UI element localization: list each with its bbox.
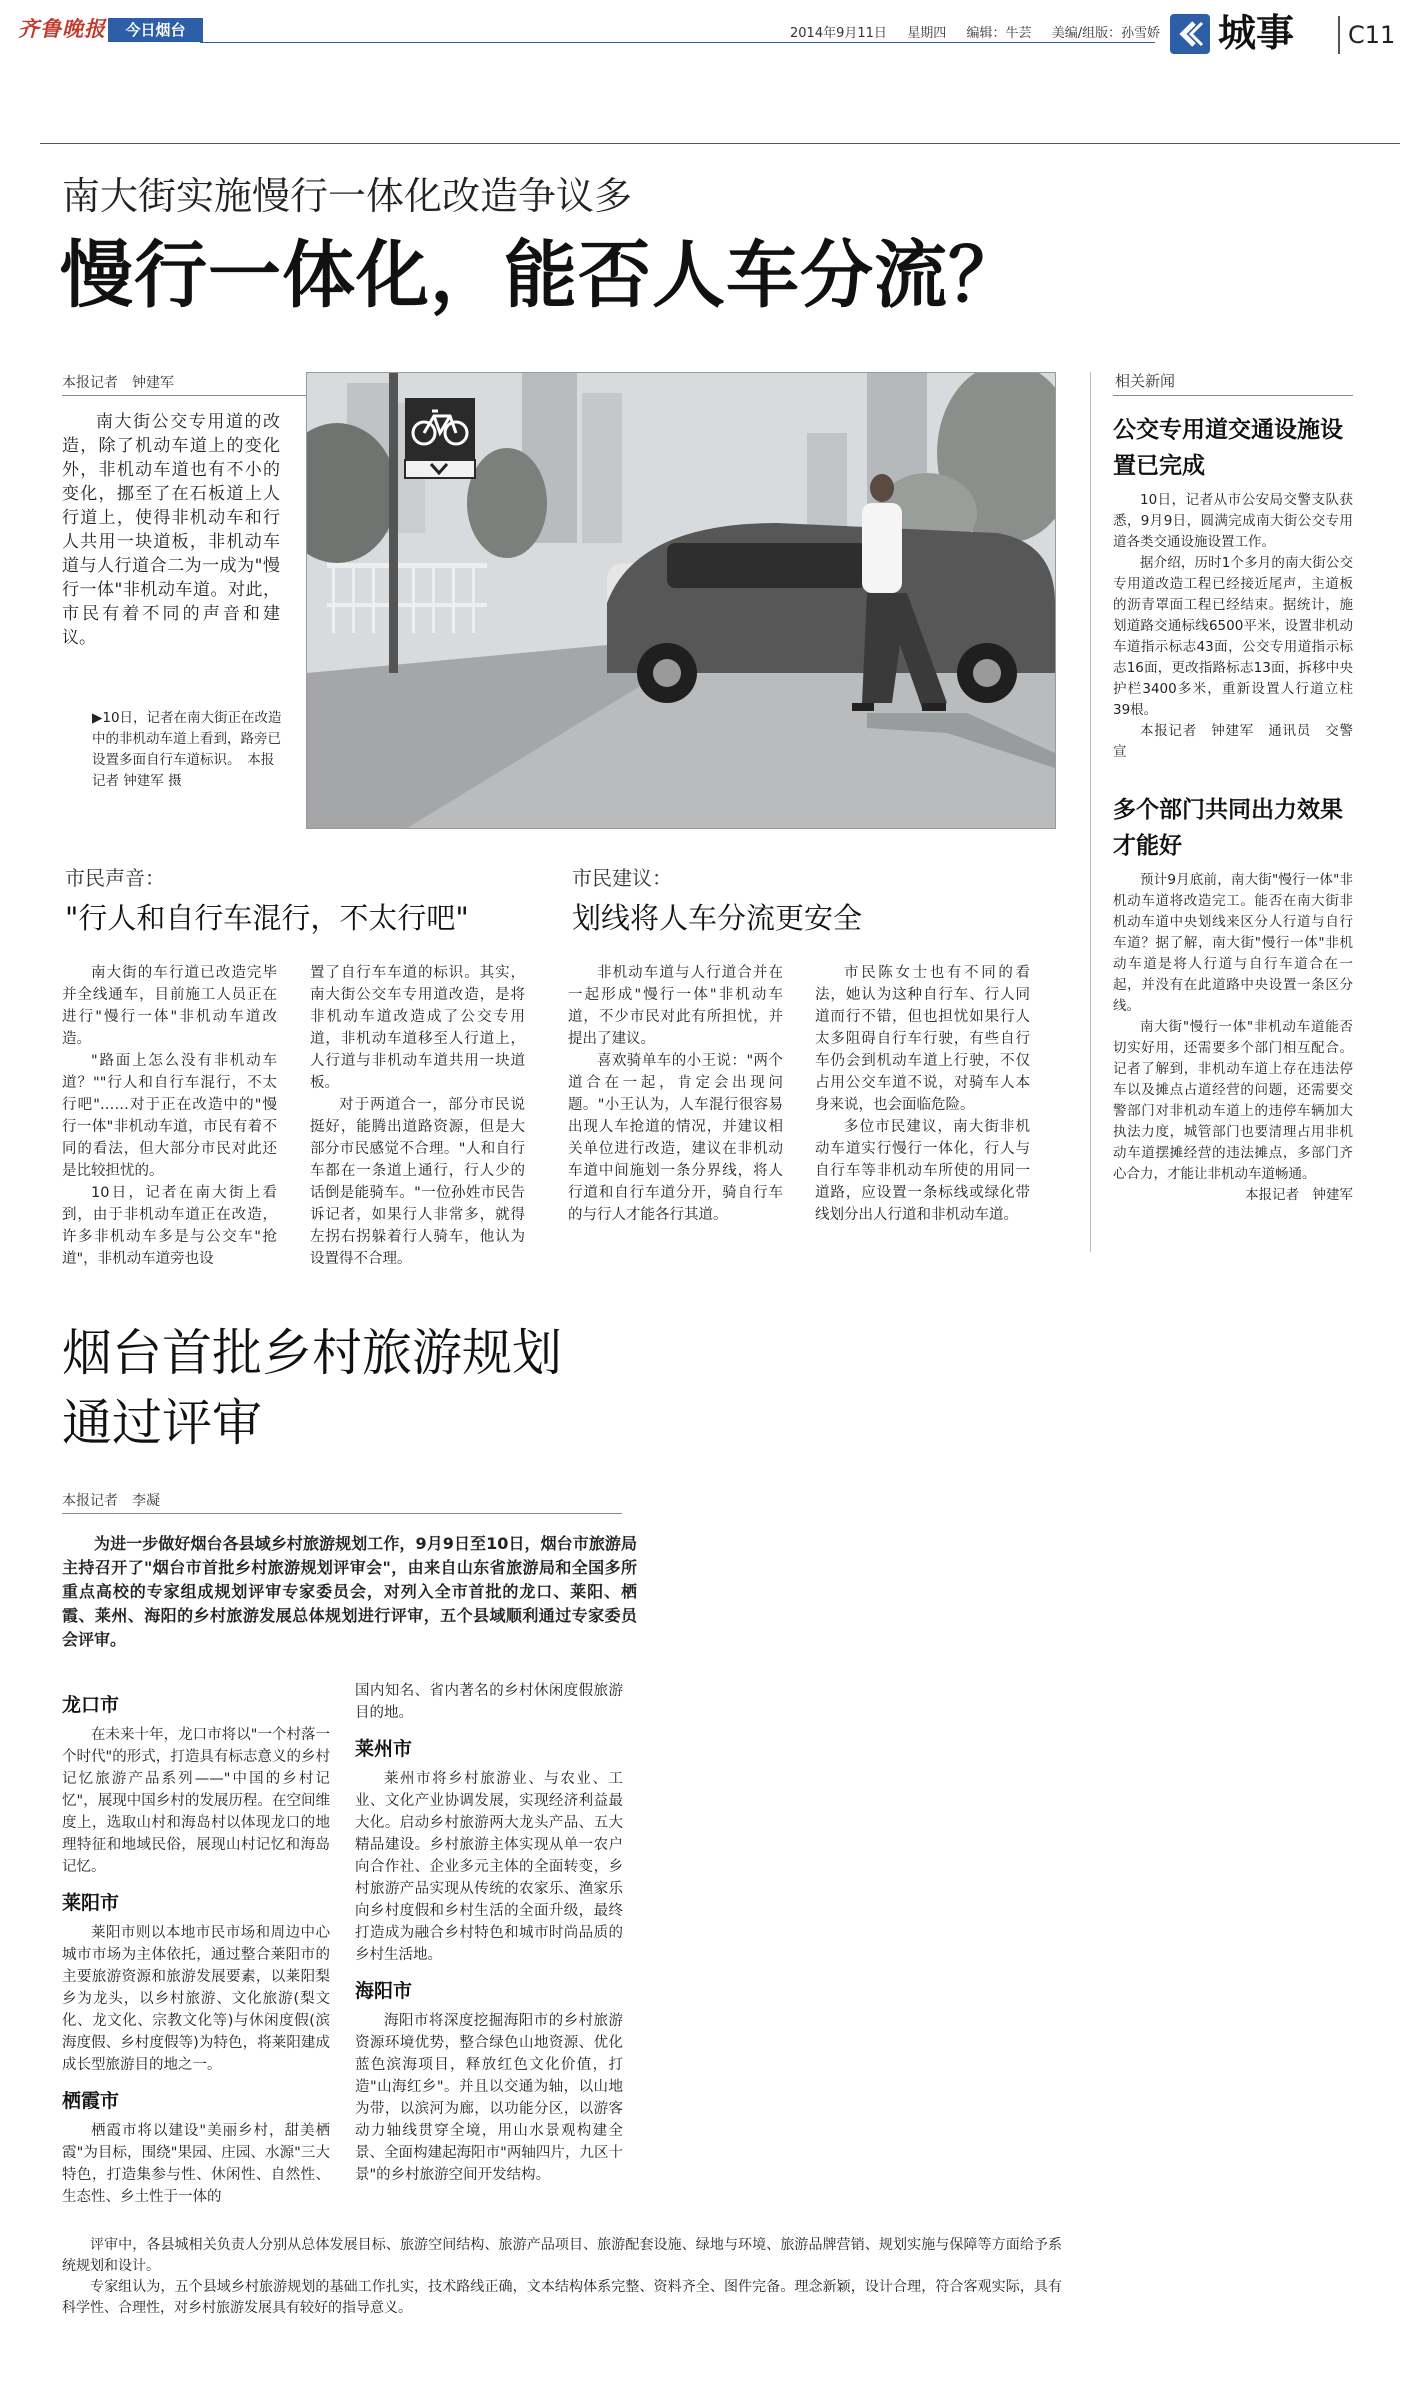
story2-byline: 本报记者 李凝: [62, 1493, 160, 1509]
story2-lead: [62, 1532, 637, 1652]
arrow-down-icon: [427, 461, 451, 477]
sidebar-item2-para: 南大街"慢行一体"非机动车道能否切实好用，还需要多个部门相互配合。记者了解到，非机动车道上存在违法停车以及摊点占道经营的问题，还需要交警部门对非机动车道上的违停车辆加大执法力度，城管部门也要清理占用非机动车道摆摊经营的违法摊点，多部门齐心合力，才能让非机动车道畅通。: [1113, 1019, 1353, 1182]
story1-lead-text: 南大街公交专用道的改造，除了机动车道上的变化外，非机动车道也有不小的变化，挪至了在石板道上人行道上，使得非机动车和行人共用一块道板，非机动车道与人行道合二为一成为"慢行一体"非机动车道。对此，市民有着不同的声音和建议。: [62, 412, 280, 648]
issue-weekday: 星期四: [907, 26, 947, 41]
story1-headline: [60, 226, 1300, 326]
edition-tag: [108, 18, 203, 42]
county-heading: 海阳市: [355, 1980, 413, 2002]
story2-col1: [62, 1680, 330, 2208]
street-photo: [306, 372, 1056, 829]
paper-name: 齐鲁晚报: [18, 16, 106, 41]
story1-byline: 本报记者 钟建军: [62, 375, 174, 391]
masthead: [0, 0, 1417, 80]
story1-byline-rule: [62, 395, 310, 396]
photo-caption: [92, 708, 284, 792]
sidebar-item1-body: [1113, 490, 1353, 763]
voice-col2: [310, 962, 525, 1270]
voice-para: 南大街的车行道已改造完毕并全线通车，目前施工人员正在进行"慢行一体"非机动车道改造。: [62, 965, 277, 1047]
story2-headline-line2: 通过评审: [62, 1394, 262, 1452]
suggest-title: 划线将人车分流更安全: [572, 901, 863, 935]
sidebar-item1-para: 10日，记者从市公安局交警支队获悉，9月9日，圆满完成南大街公交专用道各类交通设施设置工作。: [1113, 492, 1353, 550]
section-divider: [1338, 16, 1340, 54]
page-number: [1348, 20, 1408, 50]
suggest-col2: [815, 962, 1030, 1226]
suggest-para: 市民陈女士也有不同的看法，她认为这种自行车、行人同道而行不错，但也担忧如果行人太多阻碍自行车行驶，有些自行车仍会到机动车道上行驶，不仅占用公交车道不说，对骑车人本身来说，也会面临危险。: [815, 965, 1030, 1113]
sidebar-item1-byline: 本报记者 钟建军 通讯员 交警宣: [1113, 723, 1353, 760]
county-paragraph: 莱阳市则以本地市民市场和周边中心城市市场为主体依托，通过整合莱阳市的主要旅游资源和旅游发展要素，以莱阳梨乡为龙头，以乡村旅游、文化旅游(梨文化、龙文化、宗教文化等)与休闲度假(滨海度假、乡村度假等)为特色，将莱阳建成成长型旅游目的地之一。: [62, 1925, 330, 2073]
sidebar-item1-title: 公交专用道交通设施设置已完成: [1113, 417, 1343, 479]
story2-lead-text: 为进一步做好烟台各县域乡村旅游规划工作，9月9日至10日，烟台市旅游局主持召开了"烟台市首批乡村旅游规划评审会"，由来自山东省旅游局和全国多所重点高校的专家组成规划评审专家委员会，对列入全市首批的龙口、莱阳、栖霞、莱州、海阳的乡村旅游发展总体规划进行评审，五个县域顺利通过专家委员会评审。: [62, 1534, 637, 1649]
sidebar-item2-para: 预计9月底前，南大街"慢行一体"非机动车道将改造完工。能否在南大街非机动车道中央划线来区分人行道与自行车道？据了解，南大街"慢行一体"非机动车道是将人行道与自行车道合在一起，并没有在此道路中央设置一条区分线。: [1113, 872, 1353, 1014]
story2-closing-para: 专家组认为，五个县域乡村旅游规划的基础工作扎实，技术路线正确，文本结构体系完整、资料齐全、图件完备。理念新颖，设计合理，符合客观实际，具有科学性、合理性，对乡村旅游发展具有较好的指导意义。: [62, 2279, 1062, 2316]
page-label: C11: [1348, 21, 1396, 49]
masthead-meta: [790, 22, 1160, 42]
story1-kicker: [62, 172, 962, 220]
story2-closing-para: 评审中，各县城相关负责人分别从总体发展目标、旅游空间结构、旅游产品项目、旅游配套设施、绿地与环境、旅游品牌营销、规划实施与保障等方面给予系统规划和设计。: [62, 2237, 1062, 2274]
county-heading: 莱阳市: [62, 1892, 120, 1914]
story1-kicker-text: 南大街实施慢行一体化改造争议多: [62, 174, 633, 218]
section-name: [1218, 8, 1318, 58]
story2-headline: [62, 1318, 762, 1458]
voice-para: 对于两道合一，部分市民说挺好，能腾出道路资源，但是大部分市民感觉不合理。"人和自行车都在一条道上通行，行人少的话倒是能骑车。"一位孙姓市民告诉记者，如果行人非常多，就得左拐右拐躲着行人骑车，他认为设置得不合理。: [310, 1097, 525, 1267]
paper-logo: [18, 12, 110, 46]
county-heading: 莱州市: [355, 1738, 413, 1760]
voice-para: 10日，记者在南大街上看到，由于非机动车道正在改造，许多非机动车多是与公交车"抢道"，非机动车道旁也设: [62, 1185, 277, 1267]
voice-title: "行人和自行车混行，不太行吧": [65, 901, 469, 935]
voice-kicker: 市民声音：: [65, 866, 165, 890]
section-label: 城事: [1218, 11, 1295, 55]
story2-byline-rule: [62, 1513, 622, 1514]
sidebar-item2-byline: 本报记者 钟建军: [1245, 1187, 1353, 1203]
county-paragraph: 海阳市将深度挖掘海阳市的乡村旅游资源环境优势，整合绿色山地资源、优化蓝色滨海项目，释放红色文化价值，打造"山海红乡"。并且以交通为轴，以山地为带，以滨河为廊，以功能分区，以游客动力轴线贯穿全境，用山水景观构建全景、全面构建起海阳市"两轴四片，九区十景"的乡村旅游空间开发结构。: [355, 2013, 623, 2183]
editor-credit: 编辑：牛芸: [966, 26, 1032, 41]
edition-label: 今日烟台: [125, 21, 186, 39]
county-heading: 栖霞市: [62, 2090, 120, 2112]
bicycle-icon: [407, 401, 473, 457]
story2-col2: [355, 1680, 623, 2186]
sidebar-item2-title: 多个部门共同出力效果才能好: [1113, 797, 1343, 859]
suggest-para: 多位市民建议，南大街非机动车道实行慢行一体化，行人与自行车等非机动车所使的用同一道路，应设置一条标线或绿化带线划分出人行道和非机动车道。: [815, 1119, 1030, 1223]
suggest-para: 喜欢骑单车的小王说："两个道合在一起，肯定会出现问题。"小王认为，人车混行很容易出现人车抢道的情况，并建议相关单位进行改造，建议在非机动车道中间施划一条分界线，将人行道和自行车道分开，骑自行车的与行人才能各行其道。: [568, 1053, 783, 1223]
story2-headline-line1: 烟台首批乡村旅游规划: [62, 1324, 562, 1382]
story1-headline-text: 慢行一体化，能否人车分流？: [60, 233, 1022, 318]
sidebar-item1-para: 据介绍，历时1个多月的南大街公交专用道改造工程已经接近尾声，主道板的沥青罩面工程已经结束。据统计，施划道路交通标线6500平米，设置非机动车道指示标志43面，公交专用道指示标志16面，更改指路标志13面，拆移中央护栏3400多米，重新设置人行道立柱39根。: [1113, 555, 1353, 718]
chevron-left-icon: [1170, 14, 1210, 54]
sidebar-tag-rule: [1113, 395, 1353, 396]
county-paragraph: 国内知名、省内著名的乡村休闲度假旅游目的地。: [355, 1683, 623, 1721]
suggest-col1: [568, 962, 783, 1226]
suggest-kicker: 市民建议：: [572, 866, 672, 890]
photo-caption-text: ▶10日，记者在南大街正在改造中的非机动车道上看到，路旁已设置多面自行车道标识。 本报记者 钟建军 摄: [92, 710, 282, 789]
county-paragraph: 在未来十年，龙口市将以"一个村落一个时代"的形式，打造具有标志意义的乡村记忆旅游产品系列——"中国的乡村记忆"，展现中国乡村的发展历程。在空间维度上，选取山村和海岛村以体现龙口的地理特征和地域民俗，展现山村记忆和海岛记忆。: [62, 1727, 330, 1875]
issue-date: 2014年9月11日: [790, 26, 887, 41]
designer-credit: 美编/组版：孙雪娇: [1051, 26, 1161, 41]
masthead-bottom-rule: [40, 143, 1400, 144]
county-paragraph: 莱州市将乡村旅游业、与农业、工业、文化产业协调发展，实现经济利益最大化。启动乡村旅游两大龙头产品、五大精品建设。乡村旅游主体实现从单一农户向合作社、企业多元主体的全面转变，乡村旅游产品实现从传统的农家乐、渔家乐向乡村度假和乡村生活的全面升级，最终打造成为融合乡村特色和城市时尚品质的乡村生活地。: [355, 1771, 623, 1963]
masthead-top-line: [200, 42, 1155, 43]
sidebar-separator: [1090, 372, 1091, 1252]
voice-para: 置了自行车车道的标识。其实，南大街公交车专用道改造，是将非机动车道改造成了公交专用道，非机动车道移至人行道上，人行道与非机动车道共用一块道板。: [310, 965, 525, 1091]
sidebar-tag: 相关新闻: [1115, 372, 1176, 390]
county-paragraph: 栖霞市将以建设"美丽乡村，甜美栖霞"为目标，围绕"果园、庄园、水源"三大特色，打造集参与性、休闲性、自然性、生态性、乡土性于一体的: [62, 2123, 330, 2205]
voice-col1: [62, 962, 277, 1270]
county-heading: 龙口市: [62, 1694, 120, 1716]
sidebar-item2-body: [1113, 870, 1353, 1206]
story1-lead: [62, 410, 280, 650]
voice-para: "路面上怎么没有非机动车道？""行人和自行车混行，不太行吧"……对于正在改造中的"慢行一体"非机动车道，市民有着不同的看法，但大部分市民对此还是比较担忧的。: [62, 1053, 277, 1179]
story2-closing: [62, 2235, 1062, 2319]
suggest-para: 非机动车道与人行道合并在一起形成"慢行一体"非机动车道，不少市民对此有所担忧，并提出了建议。: [568, 965, 783, 1047]
